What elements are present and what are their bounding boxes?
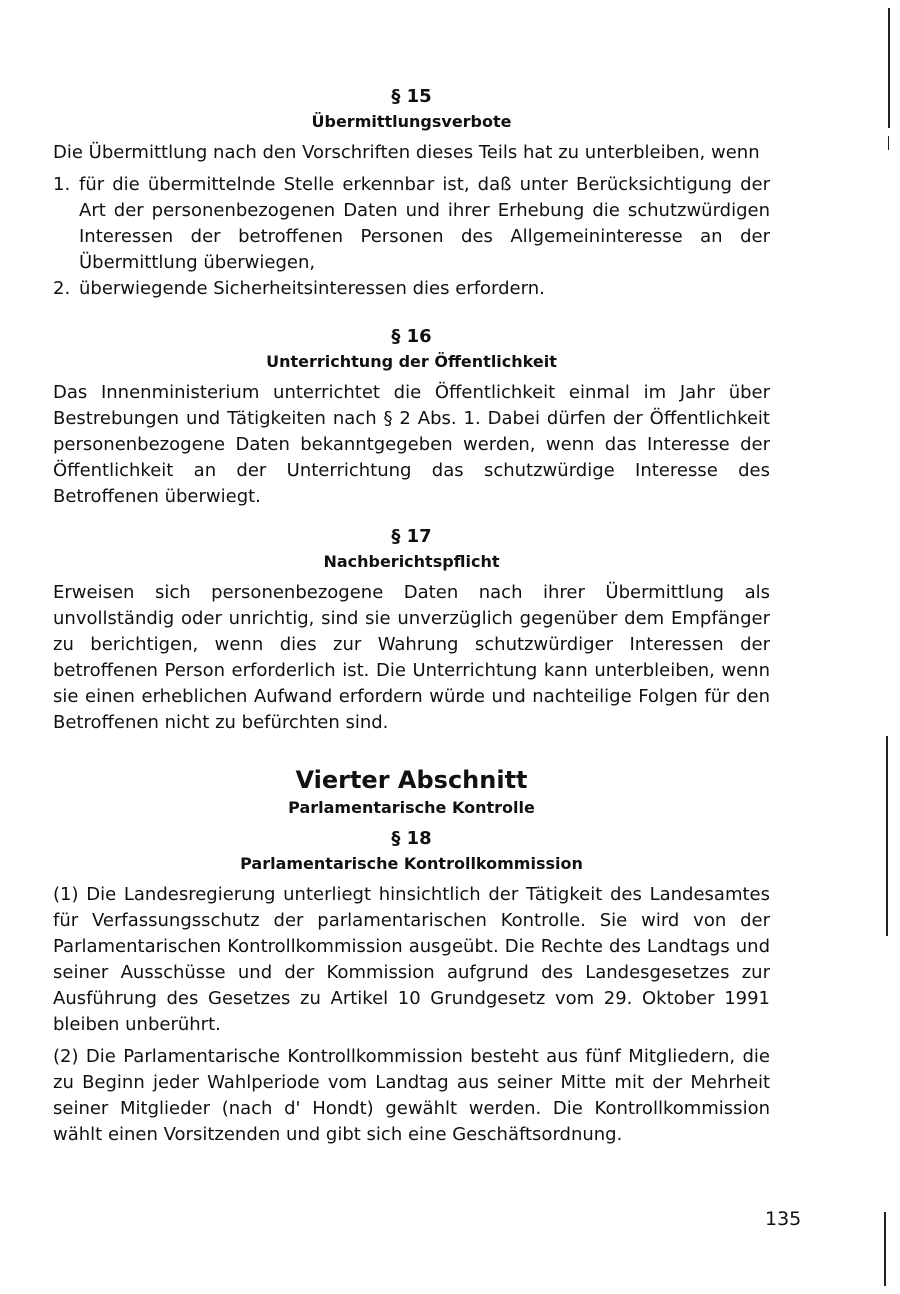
list-item: [53, 276, 770, 302]
section-18-title: Parlamentarische Kontrollkommission: [240, 854, 583, 873]
page-content: [53, 84, 770, 1148]
section-15-title: Übermittlungsverbote: [311, 112, 512, 131]
section-17-number: § 17: [391, 526, 432, 547]
list-item-label: 2.: [53, 278, 71, 299]
scan-edge-mark: [888, 136, 889, 150]
scan-edge-mark: [884, 1212, 886, 1286]
scan-edge-mark: [888, 8, 890, 128]
section-16-text: Das Innenministerium unterrichtet die Öffentlichkeit einmal im Jahr über Bestrebungen und Tätigkeiten nach § 2 Abs. 1. Dabei dürfen der Öffentlichkeit personenbezogene Daten bekanntgegeben werden, wenn das Interesse der Öffentlichkeit an der Unterrichtung das schutzwürdige Interesse des Betroffenen überwiegt.: [53, 382, 770, 507]
list-item-text: überwiegende Sicherheitsinteressen dies erfordern.: [79, 278, 545, 299]
list-item-label: 1.: [53, 174, 71, 195]
part-4-title: Vierter Abschnitt: [295, 766, 528, 794]
section-15-number: § 15: [391, 86, 432, 107]
section-17-title: Nachberichtspflicht: [323, 552, 500, 571]
section-15-list: [53, 172, 770, 302]
list-item-text: für die übermittelnde Stelle erkennbar ist, daß unter Berücksichtigung der Art der personenbezogenen Daten und ihrer Erhebung die schutzwürdigen Interessen der betroffenen Personen des Allgemeininteresse an der Übermittlung überwiegen,: [79, 174, 770, 273]
section-18-number: § 18: [391, 828, 432, 849]
list-item: [53, 172, 770, 276]
page-number: 135: [765, 1208, 802, 1230]
scan-edge-mark: [886, 736, 888, 936]
section-16-number: § 16: [391, 326, 432, 347]
section-15-intro: Die Übermittlung nach den Vorschriften dieses Teils hat zu unterbleiben, wenn: [53, 142, 760, 163]
section-17-text: Erweisen sich personenbezogene Daten nach ihrer Übermittlung als unvollständig oder unrichtig, sind sie unverzüglich gegenüber dem Empfänger zu berichtigen, wenn dies zur Wahrung schutzwürdiger Interessen der betroffenen Person erforderlich ist. Die Unterrichtung kann unterbleiben, wenn sie einen erheblichen Aufwand erfordern würde und nachteilige Folgen für den Betroffenen nicht zu befürchten sind.: [53, 582, 770, 733]
section-18-paragraph-1: (1) Die Landesregierung unterliegt hinsichtlich der Tätigkeit des Landesamtes für Verfassungsschutz der parlamentarischen Kontrolle. Sie wird von der Parlamentarischen Kontrollkommission ausgeübt. Die Rechte des Landtags und seiner Ausschüsse und der Kommission aufgrund des Landesgesetzes zur Ausführung des Gesetzes zu Artikel 10 Grundgesetz vom 29. Oktober 1991 bleiben unberührt.: [53, 884, 770, 1035]
part-4-subtitle: Parlamentarische Kontrolle: [288, 798, 535, 817]
section-16-title: Unterrichtung der Öffentlichkeit: [266, 352, 557, 371]
section-18-paragraph-2: (2) Die Parlamentarische Kontrollkommission besteht aus fünf Mitgliedern, die zu Beginn jeder Wahlperiode vom Landtag aus seiner Mitte mit der Mehrheit seiner Mitglieder (nach d' Hondt) gewählt werden. Die Kontrollkommission wählt einen Vorsitzenden und gibt sich eine Geschäftsordnung.: [53, 1046, 770, 1145]
